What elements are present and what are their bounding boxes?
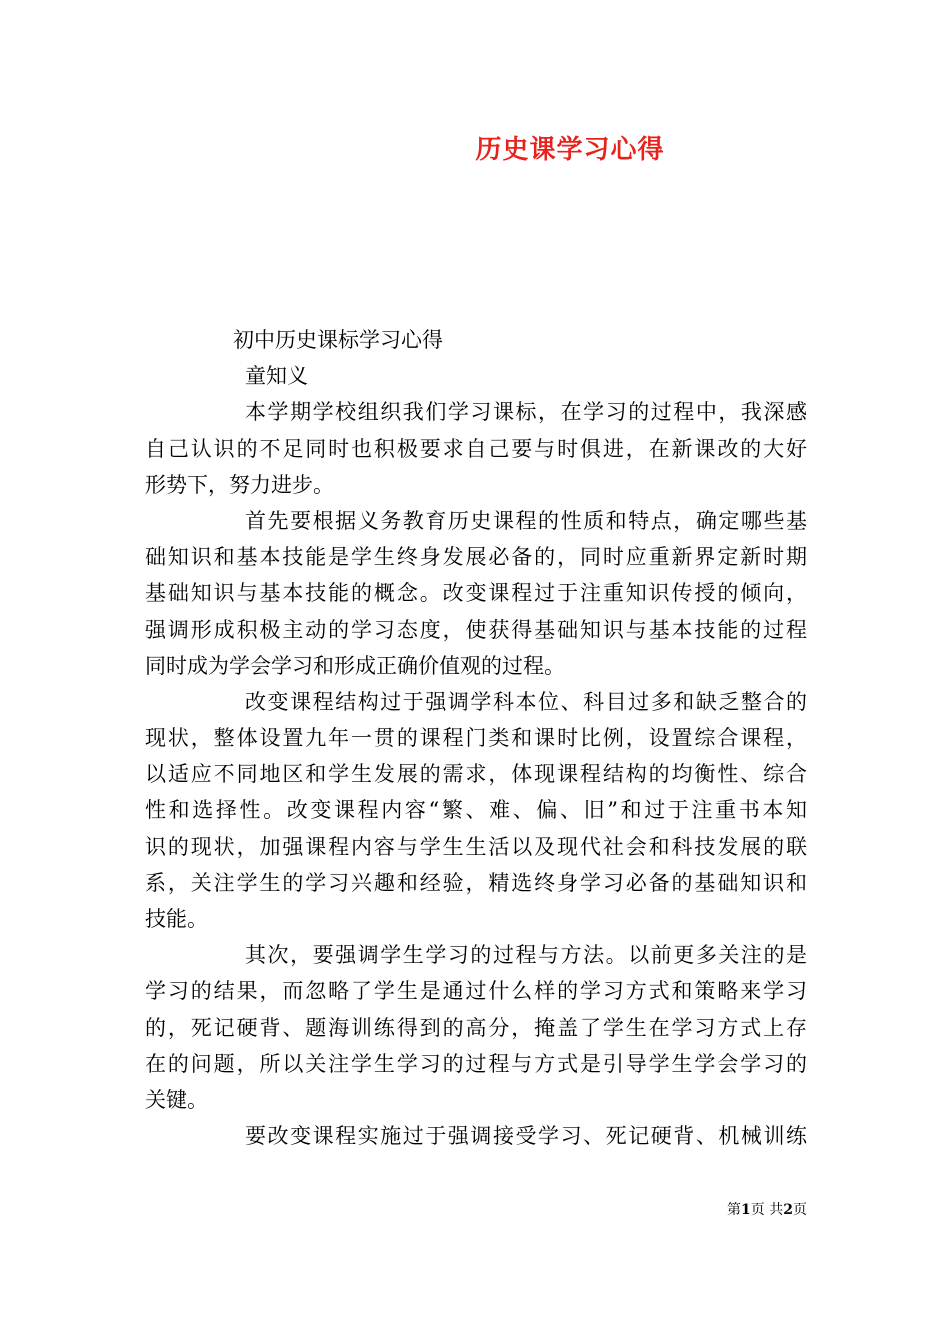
footer-total-pages: 2 [783,1202,793,1218]
paragraph-2-line-1: 首先要根据义务教育历史课程的性质和特点，确定哪些基 [245,508,807,533]
paragraph-1-line-3: 形势下，努力进步。 [145,472,334,497]
paragraph-3-line-2: 现状，整体设置九年一贯的课程门类和课时比例，设置综合课程， [145,726,807,751]
paragraph-4-line-4: 在的问题，所以关注学生学习的过程与方式是引导学生学会学习的 [145,1051,807,1076]
paragraph-3-line-6: 系，关注学生的学习兴趣和经验，精选终身学习必备的基础知识和 [145,870,807,895]
paragraph-5-line-1: 要改变课程实施过于强调接受学习、死记硬背、机械训练 [245,1124,807,1149]
document-author: 童知义 [245,364,308,389]
paragraph-3-line-5: 识的现状，加强课程内容与学生生活以及现代社会和科技发展的联 [145,834,807,859]
paragraph-3-line-3: 以适应不同地区和学生发展的需求，体现课程结构的均衡性、综合 [145,762,807,787]
paragraph-4-line-1: 其次，要强调学生学习的过程与方法。以前更多关注的是 [245,943,807,968]
paragraph-2-line-5: 同时成为学会学习和形成正确价值观的过程。 [145,653,565,678]
paragraph-2-line-2: 础知识和基本技能是学生终身发展必备的，同时应重新界定新时期 [145,545,807,570]
paragraph-4-line-3: 的，死记硬背、题海训练得到的高分，掩盖了学生在学习方式上存 [145,1015,807,1040]
footer-suffix: 页 [793,1202,807,1218]
footer-middle: 页 共 [750,1202,784,1218]
footer-page-number: 1 [741,1202,751,1218]
paragraph-4-line-5: 关键。 [145,1087,208,1112]
document-subtitle: 初中历史课标学习心得 [233,328,443,352]
paragraph-3-line-1: 改变课程结构过于强调学科本位、科目过多和缺乏整合的 [245,689,807,714]
paragraph-4-line-2: 学习的结果，而忽略了学生是通过什么样的学习方式和策略来学习 [145,979,807,1004]
paragraph-2-line-4: 强调形成积极主动的学习态度，使获得基础知识与基本技能的过程 [145,617,807,642]
paragraph-1-line-1: 本学期学校组织我们学习课标，在学习的过程中，我深感 [245,400,807,425]
document-body [145,322,807,1154]
page-footer [727,1200,807,1220]
footer-prefix: 第 [727,1202,742,1218]
paragraph-3-line-7: 技能。 [145,907,208,931]
paragraph-1-line-2: 自己认识的不足同时也积极要求自己要与时俱进，在新课改的大好 [145,436,807,461]
document-title: 历史课学习心得 [475,135,665,165]
paragraph-2-line-3: 基础知识与基本技能的概念。改变课程过于注重知识传授的倾向， [145,581,807,606]
paragraph-3-line-4: 性和选择性。改变课程内容“繁、难、偏、旧”和过于注重书本知 [145,798,807,823]
